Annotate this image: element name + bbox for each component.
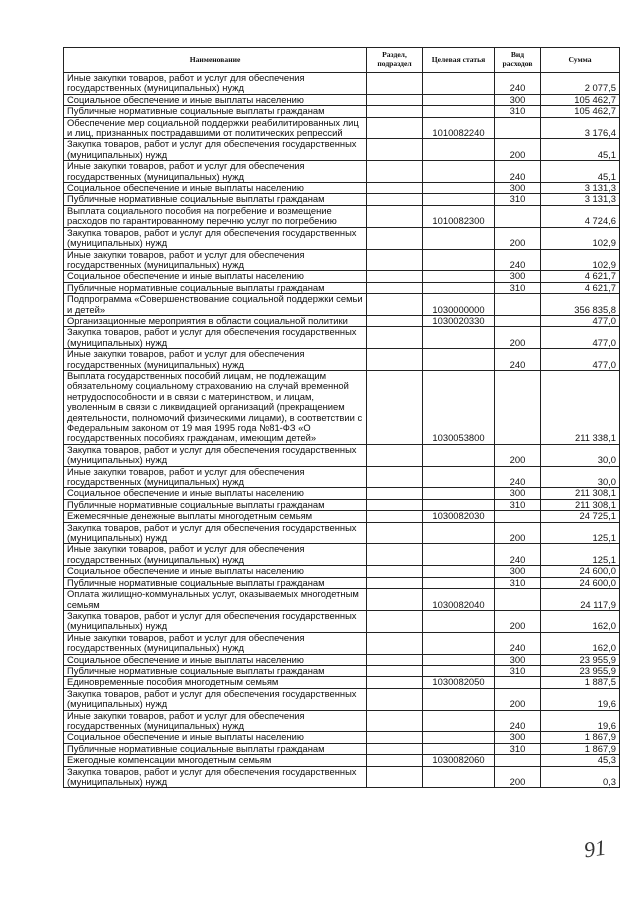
cell-section	[367, 677, 423, 688]
table-row	[64, 282, 620, 293]
cell-amount: 24 725,1	[541, 511, 620, 522]
cell-section	[367, 205, 423, 227]
cell-target	[423, 766, 495, 788]
cell-target: 1030082040	[423, 589, 495, 611]
cell-section	[367, 370, 423, 444]
cell-name: Организационные мероприятия в области социальной политики	[64, 315, 367, 326]
table-row	[64, 249, 620, 271]
cell-section	[367, 577, 423, 588]
cell-type: 310	[495, 577, 541, 588]
cell-amount: 125,1	[541, 544, 620, 566]
cell-section	[367, 632, 423, 654]
cell-target	[423, 732, 495, 743]
cell-type: 300	[495, 183, 541, 194]
table-row	[64, 632, 620, 654]
cell-type: 200	[495, 227, 541, 249]
cell-section	[367, 271, 423, 282]
cell-section	[367, 654, 423, 665]
table-row	[64, 610, 620, 632]
cell-type: 240	[495, 710, 541, 732]
cell-target	[423, 566, 495, 577]
cell-section	[367, 766, 423, 788]
cell-section	[367, 743, 423, 754]
cell-type: 200	[495, 444, 541, 466]
header-amount: Сумма	[541, 48, 620, 73]
table-row	[64, 294, 620, 316]
cell-name: Социальное обеспечение и иные выплаты населению	[64, 94, 367, 105]
cell-name: Подпрограмма «Совершенствование социальной поддержки семьи и детей»	[64, 294, 367, 316]
cell-section	[367, 444, 423, 466]
cell-type	[495, 589, 541, 611]
table-row	[64, 710, 620, 732]
cell-amount: 19,6	[541, 688, 620, 710]
cell-target	[423, 444, 495, 466]
cell-section	[367, 249, 423, 271]
cell-name: Обеспечение мер социальной поддержки реабилитированных лиц и лиц, признанных пострадавшими от политических репрессий	[64, 117, 367, 139]
cell-section	[367, 566, 423, 577]
cell-name: Публичные нормативные социальные выплаты гражданам	[64, 577, 367, 588]
header-section: Раздел, подраздел	[367, 48, 423, 73]
cell-section	[367, 755, 423, 766]
cell-name: Закупка товаров, работ и услуг для обеспечения государственных (муниципальных) нужд	[64, 522, 367, 544]
table-row	[64, 488, 620, 499]
cell-type: 310	[495, 499, 541, 510]
cell-target	[423, 106, 495, 117]
header-target: Целевая статья	[423, 48, 495, 73]
cell-target	[423, 743, 495, 754]
cell-target	[423, 577, 495, 588]
table-row	[64, 743, 620, 754]
cell-name: Иные закупки товаров, работ и услуг для обеспечения государственных (муниципальных) нужд	[64, 349, 367, 371]
table-row	[64, 566, 620, 577]
cell-name: Иные закупки товаров, работ и услуг для обеспечения государственных (муниципальных) нужд	[64, 466, 367, 488]
cell-target	[423, 654, 495, 665]
cell-amount: 3 176,4	[541, 117, 620, 139]
cell-section	[367, 139, 423, 161]
cell-target	[423, 522, 495, 544]
cell-section	[367, 511, 423, 522]
cell-amount: 24 117,9	[541, 589, 620, 611]
cell-section	[367, 349, 423, 371]
cell-type: 240	[495, 466, 541, 488]
cell-amount: 1 867,9	[541, 743, 620, 754]
table-row	[64, 577, 620, 588]
cell-amount: 125,1	[541, 522, 620, 544]
cell-type: 310	[495, 106, 541, 117]
cell-amount: 102,9	[541, 249, 620, 271]
cell-type: 310	[495, 665, 541, 676]
cell-type: 240	[495, 632, 541, 654]
cell-name: Закупка товаров, работ и услуг для обеспечения государственных (муниципальных) нужд	[64, 139, 367, 161]
table-row	[64, 688, 620, 710]
cell-amount: 105 462,7	[541, 94, 620, 105]
cell-type: 310	[495, 743, 541, 754]
cell-amount: 30,0	[541, 444, 620, 466]
cell-target	[423, 688, 495, 710]
cell-name: Публичные нормативные социальные выплаты гражданам	[64, 194, 367, 205]
cell-target	[423, 349, 495, 371]
cell-section	[367, 94, 423, 105]
cell-section	[367, 466, 423, 488]
cell-section	[367, 499, 423, 510]
cell-amount: 4 621,7	[541, 271, 620, 282]
table-row	[64, 499, 620, 510]
page-number: 91	[582, 834, 608, 863]
cell-section	[367, 610, 423, 632]
table-row	[64, 117, 620, 139]
cell-type: 240	[495, 544, 541, 566]
cell-type	[495, 117, 541, 139]
cell-type: 200	[495, 766, 541, 788]
cell-target	[423, 94, 495, 105]
cell-name: Иные закупки товаров, работ и услуг для обеспечения государственных (муниципальных) нужд	[64, 249, 367, 271]
table-row	[64, 94, 620, 105]
cell-amount: 23 955,9	[541, 654, 620, 665]
cell-target: 1030020330	[423, 315, 495, 326]
cell-amount: 1 867,9	[541, 732, 620, 743]
budget-table	[63, 47, 620, 788]
cell-target	[423, 139, 495, 161]
cell-target	[423, 488, 495, 499]
cell-section	[367, 488, 423, 499]
table-row	[64, 732, 620, 743]
cell-target	[423, 327, 495, 349]
cell-section	[367, 227, 423, 249]
cell-name: Социальное обеспечение и иные выплаты населению	[64, 654, 367, 665]
cell-amount: 19,6	[541, 710, 620, 732]
table-row	[64, 654, 620, 665]
table-row	[64, 766, 620, 788]
table-row	[64, 677, 620, 688]
cell-amount: 2 077,5	[541, 73, 620, 95]
cell-amount: 24 600,0	[541, 577, 620, 588]
table-body	[64, 73, 620, 788]
cell-type: 300	[495, 566, 541, 577]
cell-type: 200	[495, 610, 541, 632]
cell-type: 240	[495, 161, 541, 183]
table-row	[64, 511, 620, 522]
cell-target: 1030082030	[423, 511, 495, 522]
table-row	[64, 466, 620, 488]
cell-name: Оплата жилищно-коммунальных услуг, оказываемых многодетным семьям	[64, 589, 367, 611]
cell-target	[423, 194, 495, 205]
cell-section	[367, 294, 423, 316]
table-row	[64, 73, 620, 95]
cell-amount: 477,0	[541, 349, 620, 371]
cell-amount: 1 887,5	[541, 677, 620, 688]
table-header-row	[64, 48, 620, 73]
table-row	[64, 522, 620, 544]
cell-target	[423, 249, 495, 271]
cell-name: Публичные нормативные социальные выплаты гражданам	[64, 743, 367, 754]
cell-type	[495, 294, 541, 316]
cell-target	[423, 183, 495, 194]
cell-amount: 162,0	[541, 610, 620, 632]
cell-name: Публичные нормативные социальные выплаты гражданам	[64, 106, 367, 117]
cell-name: Иные закупки товаров, работ и услуг для обеспечения государственных (муниципальных) нужд	[64, 73, 367, 95]
cell-amount: 24 600,0	[541, 566, 620, 577]
cell-amount: 0,3	[541, 766, 620, 788]
table-row	[64, 370, 620, 444]
cell-type: 310	[495, 282, 541, 293]
cell-name: Единовременные пособия многодетным семьям	[64, 677, 367, 688]
cell-target	[423, 282, 495, 293]
cell-target	[423, 544, 495, 566]
cell-section	[367, 194, 423, 205]
cell-amount: 30,0	[541, 466, 620, 488]
cell-type	[495, 511, 541, 522]
cell-amount: 477,0	[541, 315, 620, 326]
cell-target: 1030000000	[423, 294, 495, 316]
table-row	[64, 665, 620, 676]
cell-target	[423, 610, 495, 632]
cell-type: 300	[495, 271, 541, 282]
table-row	[64, 183, 620, 194]
cell-name: Выплата государственных пособий лицам, не подлежащим обязательному социальному страхованию на случай временной нетрудоспособности и в связи с материнством, и лицам, уволенным в связи с ликвидацией организаций (прекращением деятельности, полномочий физическими лицами), в соответствии с Федеральным законом от 19 мая 1995 года №81-ФЗ «О государственных пособиях гражданам, имеющим детей»	[64, 370, 367, 444]
cell-target: 1010082240	[423, 117, 495, 139]
cell-section	[367, 665, 423, 676]
table-row	[64, 589, 620, 611]
cell-target: 1030053800	[423, 370, 495, 444]
cell-type: 300	[495, 94, 541, 105]
cell-target	[423, 466, 495, 488]
cell-target	[423, 227, 495, 249]
cell-type	[495, 315, 541, 326]
cell-amount: 162,0	[541, 632, 620, 654]
cell-target	[423, 710, 495, 732]
cell-section	[367, 522, 423, 544]
cell-target	[423, 73, 495, 95]
cell-section	[367, 732, 423, 743]
table-row	[64, 315, 620, 326]
cell-name: Публичные нормативные социальные выплаты гражданам	[64, 499, 367, 510]
cell-type	[495, 205, 541, 227]
cell-amount: 45,1	[541, 161, 620, 183]
cell-type: 300	[495, 488, 541, 499]
cell-name: Социальное обеспечение и иные выплаты населению	[64, 488, 367, 499]
cell-name: Публичные нормативные социальные выплаты гражданам	[64, 282, 367, 293]
cell-name: Закупка товаров, работ и услуг для обеспечения государственных (муниципальных) нужд	[64, 766, 367, 788]
cell-amount: 4 724,6	[541, 205, 620, 227]
cell-amount: 45,3	[541, 755, 620, 766]
cell-name: Социальное обеспечение и иные выплаты населению	[64, 183, 367, 194]
cell-type: 200	[495, 139, 541, 161]
table-row	[64, 327, 620, 349]
cell-type: 300	[495, 732, 541, 743]
cell-name: Ежегодные компенсации многодетным семьям	[64, 755, 367, 766]
cell-section	[367, 327, 423, 349]
cell-target	[423, 271, 495, 282]
table-row	[64, 106, 620, 117]
cell-amount: 356 835,8	[541, 294, 620, 316]
table-row	[64, 271, 620, 282]
table-row	[64, 544, 620, 566]
cell-type	[495, 677, 541, 688]
cell-type: 310	[495, 194, 541, 205]
cell-section	[367, 73, 423, 95]
table-row	[64, 139, 620, 161]
cell-name: Ежемесячные денежные выплаты многодетным семьям	[64, 511, 367, 522]
cell-amount: 3 131,3	[541, 194, 620, 205]
cell-name: Социальное обеспечение и иные выплаты населению	[64, 732, 367, 743]
cell-type: 200	[495, 688, 541, 710]
header-type: Вид расходов	[495, 48, 541, 73]
cell-name: Иные закупки товаров, работ и услуг для обеспечения государственных (муниципальных) нужд	[64, 161, 367, 183]
table-row	[64, 755, 620, 766]
cell-target	[423, 632, 495, 654]
cell-name: Закупка товаров, работ и услуг для обеспечения государственных (муниципальных) нужд	[64, 227, 367, 249]
cell-name: Закупка товаров, работ и услуг для обеспечения государственных (муниципальных) нужд	[64, 444, 367, 466]
cell-type: 200	[495, 327, 541, 349]
cell-type	[495, 370, 541, 444]
cell-target: 1030082060	[423, 755, 495, 766]
header-name: Наименование	[64, 48, 367, 73]
cell-type: 300	[495, 654, 541, 665]
cell-name: Закупка товаров, работ и услуг для обеспечения государственных (муниципальных) нужд	[64, 610, 367, 632]
cell-name: Иные закупки товаров, работ и услуг для обеспечения государственных (муниципальных) нужд	[64, 632, 367, 654]
cell-section	[367, 282, 423, 293]
table-row	[64, 227, 620, 249]
cell-type: 240	[495, 73, 541, 95]
table-row	[64, 161, 620, 183]
cell-amount: 23 955,9	[541, 665, 620, 676]
cell-target: 1010082300	[423, 205, 495, 227]
cell-amount: 211 308,1	[541, 488, 620, 499]
cell-target	[423, 665, 495, 676]
cell-name: Закупка товаров, работ и услуг для обеспечения государственных (муниципальных) нужд	[64, 688, 367, 710]
cell-section	[367, 315, 423, 326]
cell-name: Закупка товаров, работ и услуг для обеспечения государственных (муниципальных) нужд	[64, 327, 367, 349]
table-row	[64, 194, 620, 205]
cell-amount: 3 131,3	[541, 183, 620, 194]
cell-name: Иные закупки товаров, работ и услуг для обеспечения государственных (муниципальных) нужд	[64, 544, 367, 566]
cell-section	[367, 544, 423, 566]
cell-section	[367, 161, 423, 183]
table-row	[64, 205, 620, 227]
table-row	[64, 349, 620, 371]
cell-name: Социальное обеспечение и иные выплаты населению	[64, 566, 367, 577]
cell-section	[367, 589, 423, 611]
cell-section	[367, 710, 423, 732]
cell-name: Публичные нормативные социальные выплаты гражданам	[64, 665, 367, 676]
cell-amount: 105 462,7	[541, 106, 620, 117]
cell-target	[423, 499, 495, 510]
cell-type	[495, 755, 541, 766]
cell-amount: 477,0	[541, 327, 620, 349]
cell-section	[367, 117, 423, 139]
cell-name: Выплата социального пособия на погребение и возмещение расходов по гарантированному перечню услуг по погребению	[64, 205, 367, 227]
cell-amount: 45,1	[541, 139, 620, 161]
cell-type: 200	[495, 522, 541, 544]
cell-target	[423, 161, 495, 183]
cell-name: Иные закупки товаров, работ и услуг для обеспечения государственных (муниципальных) нужд	[64, 710, 367, 732]
cell-name: Социальное обеспечение и иные выплаты населению	[64, 271, 367, 282]
cell-section	[367, 106, 423, 117]
cell-amount: 211 338,1	[541, 370, 620, 444]
cell-amount: 102,9	[541, 227, 620, 249]
table-row	[64, 444, 620, 466]
cell-target: 1030082050	[423, 677, 495, 688]
cell-amount: 4 621,7	[541, 282, 620, 293]
cell-section	[367, 183, 423, 194]
cell-section	[367, 688, 423, 710]
cell-amount: 211 308,1	[541, 499, 620, 510]
cell-type: 240	[495, 349, 541, 371]
cell-type: 240	[495, 249, 541, 271]
